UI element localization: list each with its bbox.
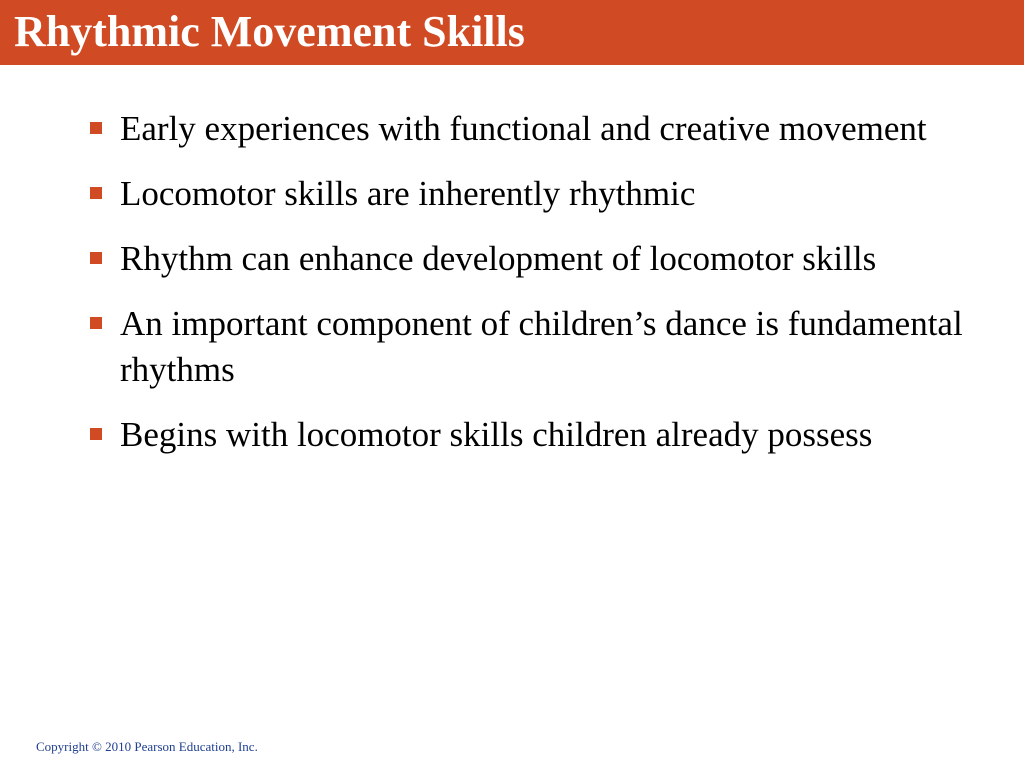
bullet-text: Begins with locomotor skills children already possess xyxy=(120,415,873,454)
bullet-text: Rhythm can enhance development of locomotor skills xyxy=(120,239,877,278)
copyright-footer: Copyright © 2010 Pearson Education, Inc. xyxy=(36,739,258,754)
square-bullet-icon xyxy=(90,187,102,199)
title-bar xyxy=(0,0,1024,65)
bullet-text: An important component of children’s dance is fundamental rhythms xyxy=(120,304,963,389)
bullet-item-1 xyxy=(88,106,968,152)
bullet-text: Early experiences with functional and creative movement xyxy=(120,109,927,148)
square-bullet-icon xyxy=(90,317,102,329)
bullet-item-4 xyxy=(88,301,968,393)
bullet-text: Locomotor skills are inherently rhythmic xyxy=(120,174,696,213)
square-bullet-icon xyxy=(90,122,102,134)
bullet-item-3 xyxy=(88,236,968,282)
square-bullet-icon xyxy=(90,428,102,440)
bullet-list xyxy=(88,106,968,477)
bullet-item-5 xyxy=(88,412,968,458)
bullet-item-2 xyxy=(88,171,968,217)
square-bullet-icon xyxy=(90,252,102,264)
page-title: Rhythmic Movement Skills xyxy=(14,7,525,56)
